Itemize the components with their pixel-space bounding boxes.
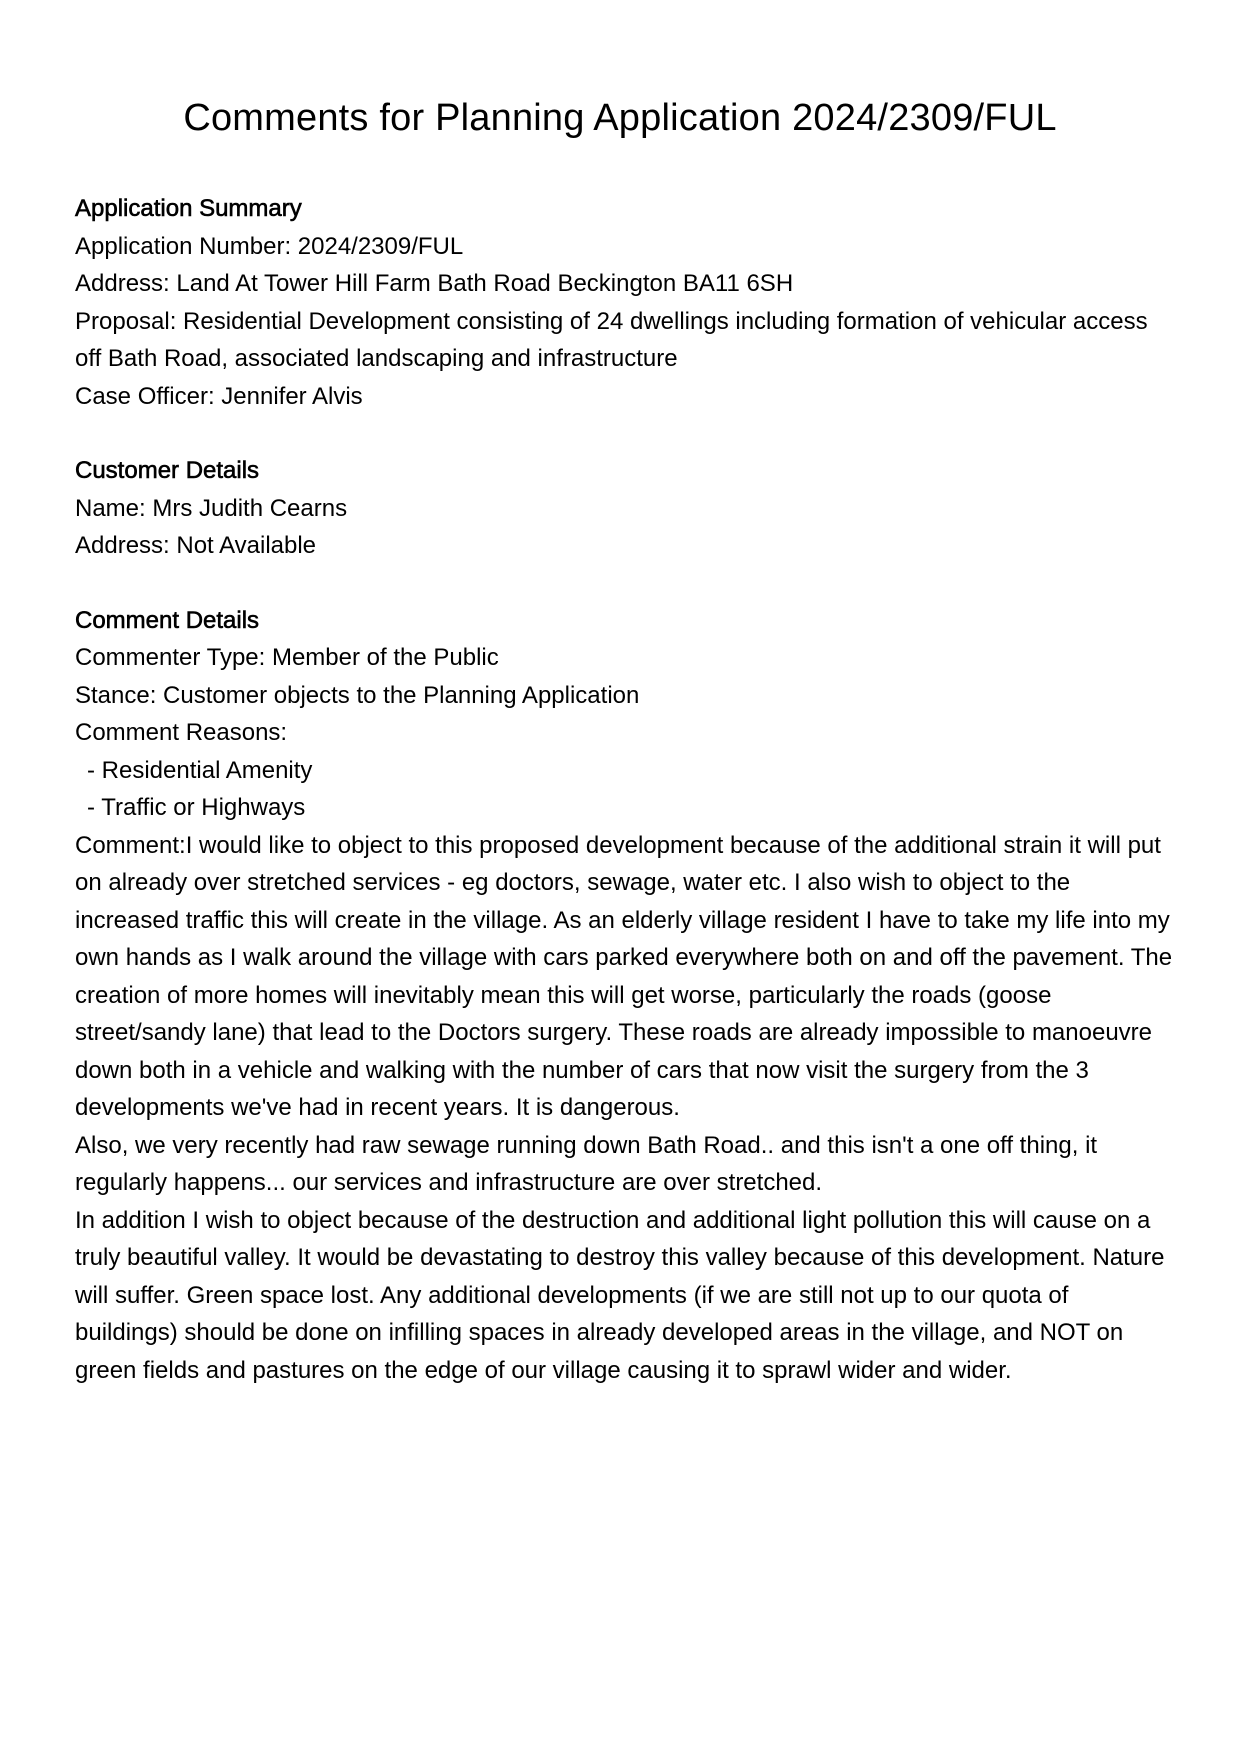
comment-reason-item: - Traffic or Highways [87,794,306,821]
application-summary-section [75,190,1175,415]
application-summary-heading: Application Summary [75,195,302,222]
application-number: Application Number: 2024/2309/FUL [75,232,464,260]
stance: Stance: Customer objects to the Planning Application [75,681,640,709]
customer-name: Name: Mrs Judith Cearns [75,494,348,522]
comment-paragraph: In addition I wish to object because of the destruction and additional light pollution this will cause on a truly beautiful valley. It would be devastating to destroy this valley because of this development. Nature will suffer. Green space lost. Any additional developments (if we are still not up to our quota of buildings) should be done on infilling spaces in already developed areas in the village, and NOT on green fields and pastures on the edge of our village causing it to sprawl wider and wider. [75,1206,1165,1384]
comment-reasons-label: Comment Reasons: [75,719,288,746]
document-page [75,0,1175,1389]
commenter-type: Commenter Type: Member of the Public [75,644,499,671]
comment-details-heading: Comment Details [75,606,260,634]
customer-details-heading: Customer Details [75,457,260,484]
application-proposal: Proposal: Residential Development consisting of 24 dwellings including formation of vehicular access off Bath Road, associated landscaping and infrastructure [75,307,1155,372]
case-officer: Case Officer: Jennifer Alvis [75,382,363,410]
comment-details-section [75,602,1175,1390]
comment-paragraph: Also, we very recently had raw sewage running down Bath Road.. and this isn't a one off thing, it regularly happens... our services and infrastructure are over stretched. [75,1131,1098,1196]
customer-details-section [75,452,1175,565]
customer-address: Address: Not Available [75,532,317,559]
application-address: Address: Land At Tower Hill Farm Bath Road Beckington BA11 6SH [75,270,794,297]
page-title: Comments for Planning Application 2024/2309/FUL [183,97,1057,139]
comment-reason-item: - Residential Amenity [87,756,313,784]
comment-paragraph: Comment:I would like to object to this proposed development because of the additional strain it will put on already over stretched services - eg doctors, sewage, water etc. I also wish to object to the increased traffic this will create in the village. As an elderly village resident I have to take my life into my own hands as I walk around the village with cars parked everywhere both on and off the pavement. The creation of more homes will inevitably mean this will get worse, particularly the roads (goose street/sandy lane) that lead to the Doctors surgery. These roads are already impossible to manoeuvre down both in a vehicle and walking with the number of cars that now visit the surgery from the 3 developments we've had in recent years. It is dangerous. [75,831,1173,1121]
